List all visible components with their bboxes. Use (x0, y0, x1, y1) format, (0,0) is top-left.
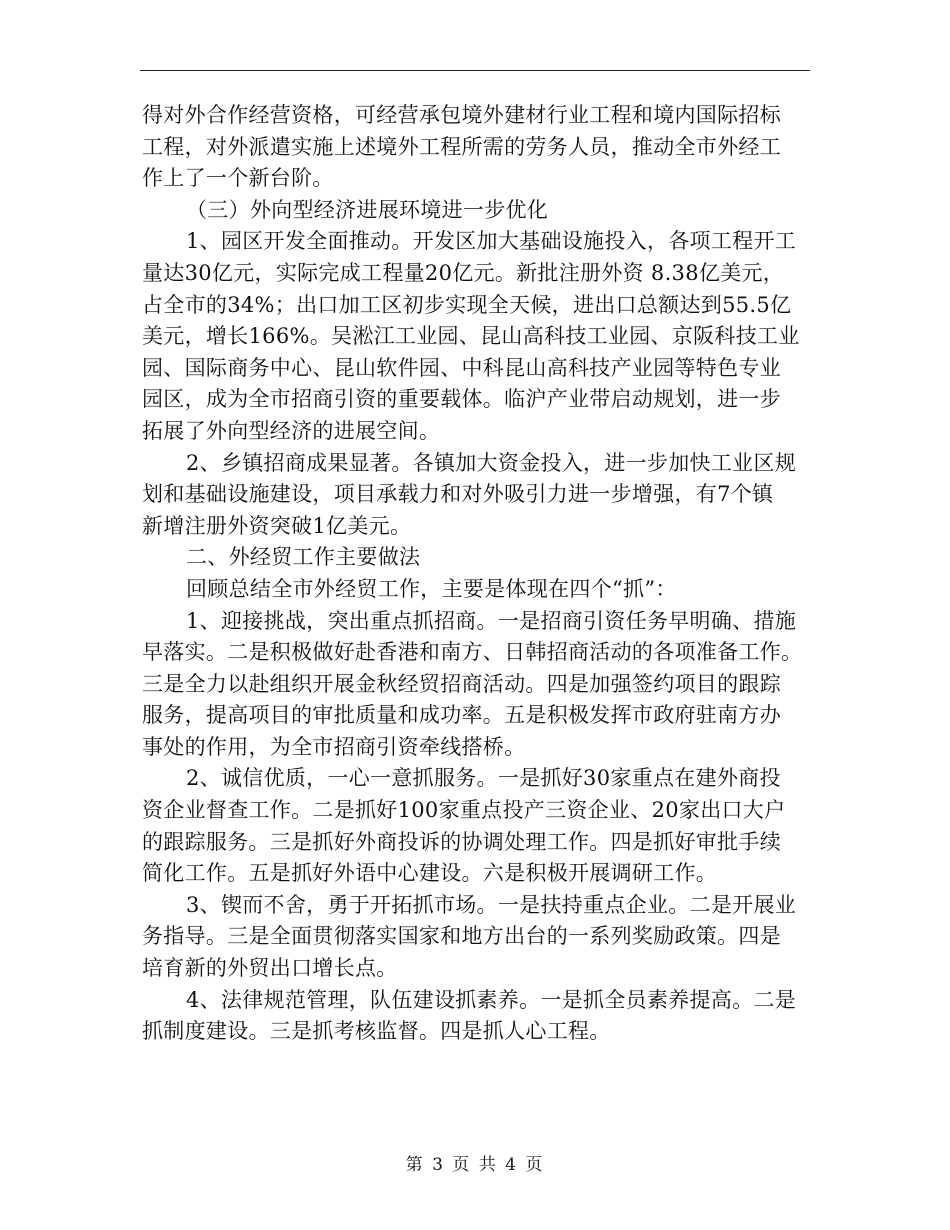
paragraph-start: 3、锲而不舍，勇于开拓抓市场。一是扶持重点企业。二是开展业 (186, 892, 797, 917)
text-line: 占全市的34%；出口加工区初步实现全天候，进出口总额达到55.5亿 (142, 292, 792, 317)
text-line: 新增注册外资突破1亿美元。 (142, 513, 412, 538)
text-line: 服务，提高项目的审批质量和成功率。五是积极发挥市政府驻南方办 (142, 703, 781, 728)
paragraph-start: 4、法律规范管理，队伍建设抓素养。一是抓全员素养提高。二是 (186, 987, 797, 1012)
text-line: 美元，增长166%。吴淞江工业园、昆山高科技工业园、京阪科技工业 (142, 324, 800, 349)
text-line: 抓制度建设。三是抓考核监督。四是抓人心工程。 (142, 1019, 611, 1044)
paragraph-start: 回顾总结全市外经贸工作，主要是体现在四个“抓”： (186, 576, 677, 601)
page-footer: 第 3 页 共 4 页 (405, 1155, 545, 1175)
text-line: 早落实。二是积极做好赴香港和南方、日韩招商活动的各项准备工作。 (142, 640, 803, 665)
text-line: 量达30亿元，实际完成工程量20亿元。新批注册外资 8.38亿美元， (142, 260, 785, 285)
text-line: 工程，对外派遣实施上述境外工程所需的劳务人员，推动全市外经工 (142, 134, 781, 159)
paragraph-start: 1、迎接挑战，突出重点抓招商。一是招商引资任务早明确、措施 (186, 608, 797, 633)
section-heading: 二、外经贸工作主要做法 (186, 545, 421, 570)
text-line: 事处的作用，为全市招商引资牵线搭桥。 (142, 734, 526, 759)
text-line: 园、国际商务中心、昆山软件园、中科昆山高科技产业园等特色专业 (142, 355, 781, 380)
document-body (142, 100, 814, 1048)
text-line: 的跟踪服务。三是抓好外商投诉的协调处理工作。四是抓好审批手续 (142, 829, 781, 854)
text-line: 简化工作。五是抓好外语中心建设。六是积极开展调研工作。 (142, 861, 718, 886)
text-line: 拓展了外向型经济的进展空间。 (142, 418, 441, 443)
paragraph-start: 1、园区开发全面推动。开发区加大基础设施投入，各项工程开工 (186, 229, 797, 254)
text-line: 培育新的外贸出口增长点。 (142, 956, 398, 981)
header-rule (140, 70, 810, 71)
text-line: 三是全力以赴组织开展金秋经贸招商活动。四是加强签约项目的跟踪 (142, 671, 781, 696)
text-line: 资企业督查工作。二是抓好100家重点投产三资企业、20家出口大户 (142, 798, 786, 823)
text-line: 作上了一个新台阶。 (142, 166, 334, 191)
text-line: 园区，成为全市招商引资的重要载体。临沪产业带启动规划，进一步 (142, 387, 781, 412)
paragraph-start: 2、诚信优质，一心一意抓服务。一是抓好30家重点在建外商投 (186, 766, 781, 791)
text-line: 务指导。三是全面贯彻落实国家和地方出台的一系列奖励政策。四是 (142, 924, 781, 949)
paragraph-start: 2、乡镇招商成果显著。各镇加大资金投入，进一步加快工业区规 (186, 450, 797, 475)
text-line: 划和基础设施建设，项目承载力和对外吸引力进一步增强，有7个镇 (142, 482, 774, 507)
section-heading: （三）外向型经济进展环境进一步优化 (186, 197, 549, 222)
text-line: 得对外合作经营资格，可经营承包境外建材行业工程和境内国际招标 (142, 103, 781, 127)
